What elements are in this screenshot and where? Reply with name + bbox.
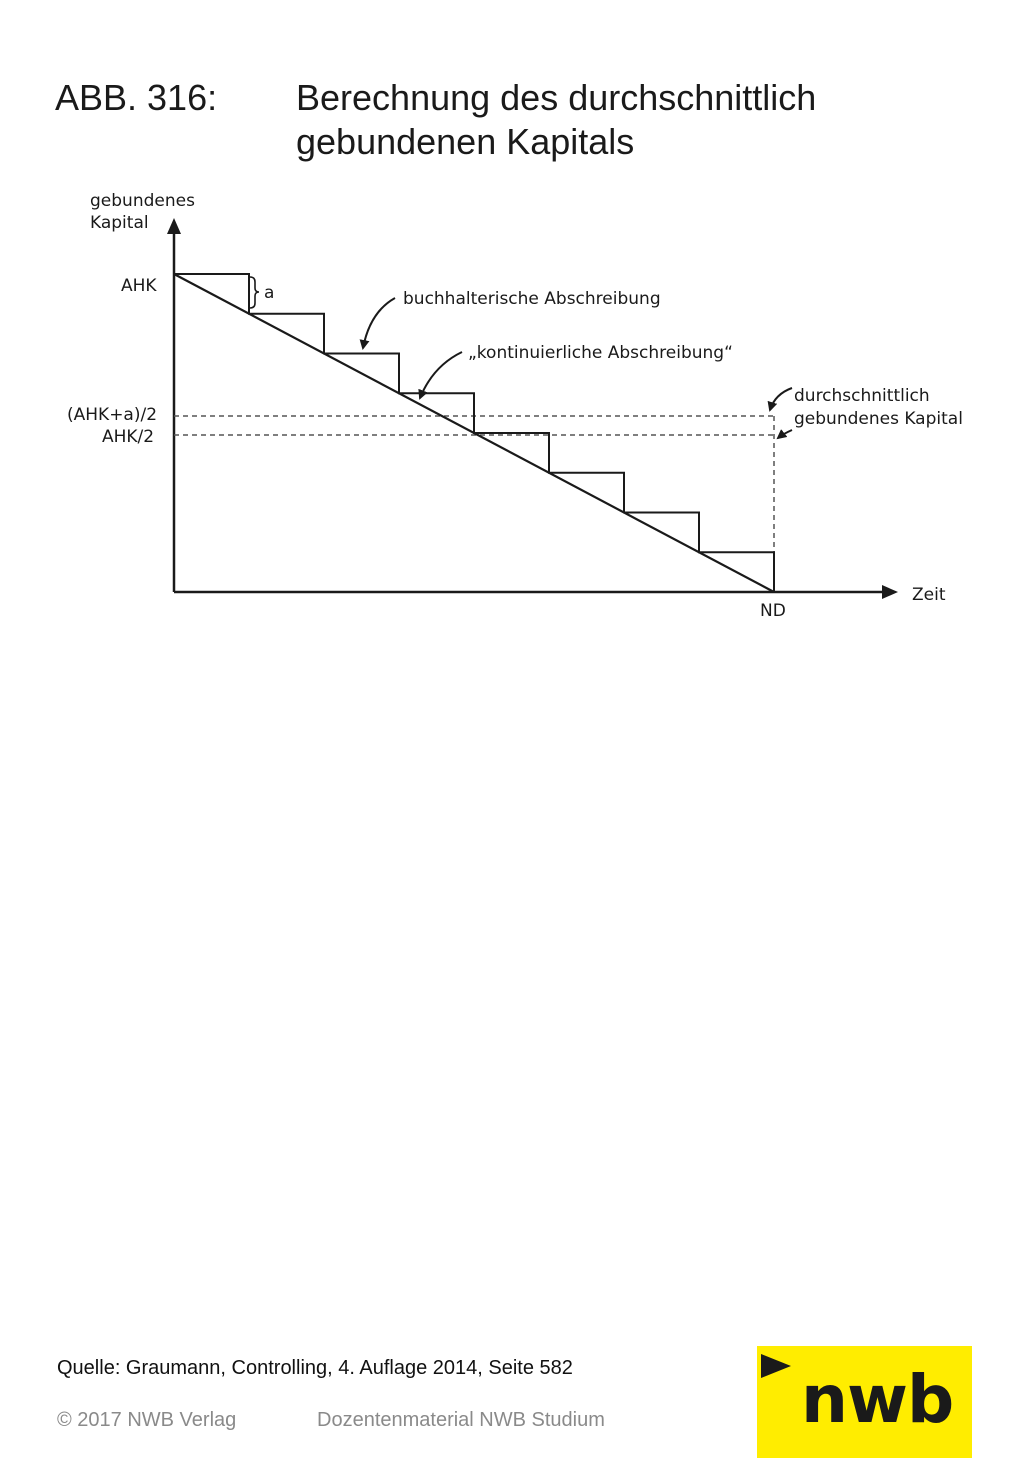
- depreciation-diagram: [0, 0, 1024, 700]
- figure-title-line-2: gebundenen Kapitals: [296, 121, 635, 162]
- step-brace: [250, 277, 259, 308]
- annotation-average-capital-line-2: gebundenes Kapital: [794, 409, 963, 429]
- step-label-a: a: [264, 283, 275, 303]
- course-material-label: Dozentenmaterial NWB Studium: [317, 1409, 605, 1431]
- annotation-average-pointer-lower: [778, 430, 792, 438]
- y-axis-label-line-2: Kapital: [90, 213, 149, 233]
- x-axis-arrow-icon: [882, 585, 898, 599]
- y-axis-arrow-icon: [167, 218, 181, 234]
- x-tick-nd: ND: [760, 601, 786, 621]
- play-triangle-icon: [761, 1354, 791, 1378]
- annotation-bookkeeping-pointer: [363, 298, 395, 348]
- figure-title-line-1: Berechnung des durchschnittlich: [296, 77, 817, 118]
- figure-number: ABB. 316:: [55, 77, 218, 118]
- y-tick-ahk-half: AHK/2: [102, 427, 155, 447]
- annotation-bookkeeping-depreciation: buchhalterische Abschreibung: [403, 289, 661, 309]
- y-axis-label-line-1: gebundenes: [90, 191, 195, 211]
- copyright-notice: © 2017 NWB Verlag: [57, 1409, 237, 1431]
- y-tick-ahk-plus-a-half: (AHK+a)/2: [67, 405, 158, 425]
- source-citation: Quelle: Graumann, Controlling, 4. Auflage 2014, Seite 582: [57, 1357, 573, 1379]
- annotation-continuous-depreciation: „kontinuierliche Abschreibung“: [468, 343, 733, 363]
- x-axis-label: Zeit: [912, 585, 946, 605]
- logo-wordmark: nwb: [801, 1361, 954, 1438]
- annotation-average-pointer-upper: [770, 388, 792, 410]
- nwb-logo: [757, 1346, 972, 1458]
- y-tick-ahk: AHK: [121, 276, 157, 296]
- annotation-average-capital-line-1: durchschnittlich: [794, 386, 930, 406]
- annotation-continuous-pointer: [420, 352, 462, 398]
